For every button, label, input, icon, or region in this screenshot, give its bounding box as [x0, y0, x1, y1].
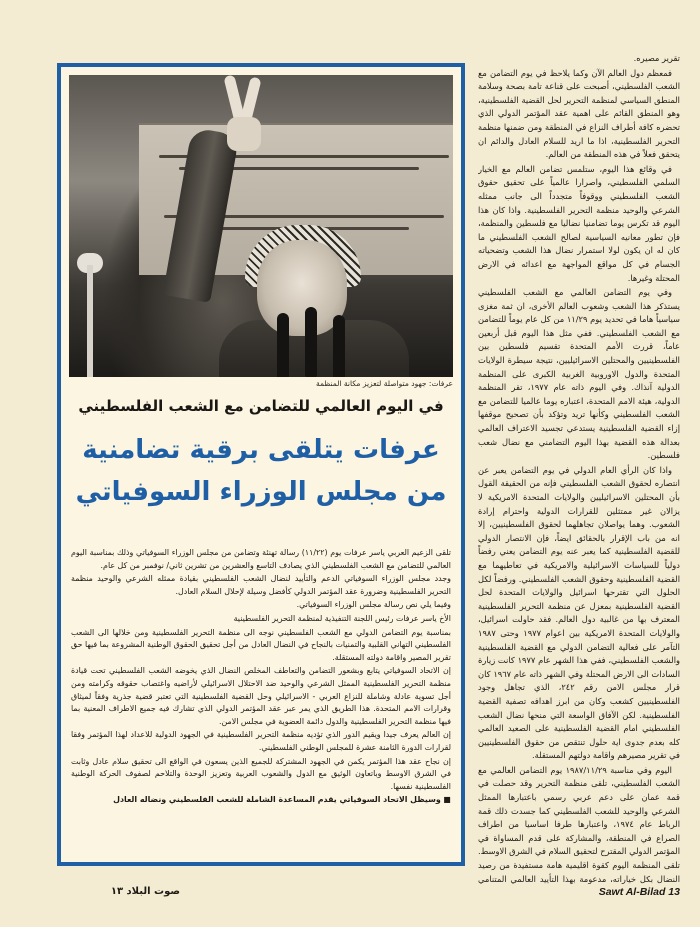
right-paragraph: واذا كان الرأي العام الدولي في يوم التضامن يعبر عن انتصاره لحقوق الشعب الفلسطيني فإنه من الحقيقة القول بأن المحتلين الاسرائيليين والولايات المتحدة الامريكية لا يزالان غير ممتثلين للقرارات الدولية واحترام إرادة الشعوب. وهما يواصلان تجاهلهما لحقوق الفلسطينيين، إلا انه من باب الإقرار بالحقائق ايضاً، فإن الانتصار الدولي للقضية الفلسطينية كما يعبر عنه يوم التضامن يعني رفضاً دولياً للسياسات الاسرائيلية والامريكية في تعاطيهما مع القضية الفلسطينية وحقوق الشعب الفلسطيني. ورفضاً لكل الحلول التي تقترحها اسرائيل والولايات المتحدة لحل القضية الفلسطينية بمعزل عن منظمة التحرير الفلسطينية المعترف بها من غالبية دول العالم. فقد حاولت اسرائيل، والولايات المتحدة الامريكية بين اعوام ١٩٧٧ وحتى ١٩٨٧ التآمر على فعالية التضامن الدولي مع القضية الفلسطينية والشعب الفلسطيني، ففي هذا الشهر عام ١٩٧٧ كانت زيارة السادات الى الارض المحتلة وفي الشهر ذاته عام ١٩٦٧ كان قرار مجلس الامن رقم ٢٤٢، الذي تجاهل وجود الفلسطينيين كشعب وكان من ابرز اهدافه تصفية القضية الفلسطينية. لكن الآفاق الواسعة التي منحها نضال الشعب الفلسطيني امام القضية الفلسطينية على الصعيد العالمي كله بعدم جدوى اية حلول تنتقص من حقوق الفلسطينيين في تقرير مصيرهم واقامة دولتهم المستقلة. — [478, 464, 680, 761]
footer-magazine-name: Sawt Al-Bilad 13 — [598, 886, 680, 898]
article-frame — [57, 63, 465, 866]
headline-kicker: في اليوم العالمي للتضامن مع الشعب الفلسطيني — [78, 397, 444, 415]
microphone — [305, 307, 317, 377]
victory-hand — [219, 75, 267, 155]
microphone — [333, 315, 345, 377]
microphone — [277, 313, 289, 377]
right-paragraph: فمعظم دول العالم الآن وكما يلاحظ في يوم التضامن مع الشعب الفلسطيني، أصبحت على قناعة تامة بصحة وسلامة المنطق السياسي لمنظمة التحرير لحل القضية الفلسطينية، وهو المنطق القائم على اهمية عقد المؤتمر الدولي الذي تحضره كافة أطراف النزاع في المنطقة ومن ضمنها منظمة التحرير الفلسطينية، اذا ما اريد للسلام العادل والدائم ان يتحقق فعلاً في هذه المنطقة من العالم. — [478, 67, 680, 160]
article-body — [71, 547, 451, 861]
article-paragraph: تلقى الزعيم العربي ياسر عرفات يوم (١١/٢٢) رسالة تهنئة وتضامن من مجلس الوزراء السوفياتي وذلك بمناسبة اليوم العالمي للتضامن مع الشعب الفلسطيني الذي يصادف التاسع والعشرين من تشرين ثاني/ نوفمبر من كل عام. — [71, 548, 451, 570]
photo-caption: عرفات: جهود متواصلة لتعزيز مكانة المنظمة — [316, 379, 453, 388]
article-paragraph: بمناسبة يوم التضامن الدولي مع الشعب الفلسطيني نوجه الى منظمة التحرير الفلسطينية ومن خلالها الى الشعب الفلسطيني التهاني القلبية والتمنيات بالنجاح في النضال العادل من أجل تحقيق الحقوق الوطنية المشروعة بما فيها حق تقرير المصير واقامة دولته المستقلة. — [71, 627, 451, 662]
article-paragraph: إن نجاح عقد هذا المؤتمر يكمن في الجهود المشتركة للجميع الذين يسعون في الواقع الى تحقيق سلام عادل وثابت في الشرق الاوسط وباتعاون الوثيق مع الدول والشعوب العربية وتعزيز الوحدة والتلاحم لصفوف الحركة الوطنية الفلسطينية نفسها. — [71, 756, 451, 791]
article-paragraph: وجدد مجلس الوزراء السوفياتي الدعم والتأييد لنضال الشعب الفلسطيني بقيادة ممثله الشرعي والوحيد منظمة التحرير الفلسطينية وضرورة عقد المؤتمر الدولي كأفضل وسيلة لإحلال السلام العادل. — [71, 574, 451, 596]
right-column-text — [478, 52, 680, 884]
right-paragraph: في وقائع هذا اليوم، ستلمس تضامن العالم مع الخيار السلمي الفلسطيني، واصرارا عالمياً على تحقيق حقوق الشعب الفلسطيني ووقوفاً متجدداً الى جانب ممثله الشرعي والوحيد منظمة التحرير الفلسطينية. واذا كان هذا اليوم قد تكرس يوما تضامنيا نضاليا مع فلسطين والمنظمة، فإن تطور معانيه السياسية لصالح الشعب الفلسطيني ما كان له ان يكون لولا استمرار نضال هذا الشعب وتضحياته الجسام في كل مواقع المواجهة مع اعدائه في الارض المحتلة وغيرها. — [478, 163, 680, 283]
article-paragraph: إن الاتحاد السوفياتي يتابع وبشعور التضامن والتعاطف المخلص النضال الذي يخوضه الشعب الفلسطيني تحت قيادة منظمة التحرير الفلسطينية الممثل الشرعي والوحيد ضد الاحتلال الاسرائيلي لأراضيه واغتصاب حقوقه وكرامته ومن أجل تسوية عادلة وشاملة للنزاع العربي - الاسرائيلي وحل القضية الفلسطينية التي تعتبر قضية جذرية وفقاً لميثاق وقرارات الامم المتحدة. هذا الطريق الذي يمر عبر عقد المؤتمر الدولي الذي تشارك فيه جميع الاطراف المعنية بما فيها منظمة التحرير الفلسطينية والدول دائمة العضوية في مجلس الامن. — [71, 666, 451, 726]
article-paragraph: وفيما يلي نص رسالة مجلس الوزراء السوفياتي. — [296, 600, 451, 610]
right-paragraph: اليوم وفي مناسبة ١٩٨٧/١١/٢٩ يوم التضامن العالمي مع الشعب الفلسطيني، تلقى منظمة التحرير وقد حصلت في قمة عمان على دعم عربي رسمي باعتبارها الممثل الشرعي والوحيد للشعب الفلسطيني كما جسدت ذلك قمة الرباط عام ١٩٧٤، واعتبارها طرفا اساسيا من اطراف الصراع في المنطقة، والمشاركة على قدم المساواة في المؤتمر الدولي المقترح لتحقيق السلام في الشرق الاوسط. تلقى المنظمة اليوم كقوة اقليمية هامة مستفيدة من رصيد النضال بكل خياراته، مدعومة بهذا التأييد العالمي المتنامي — [478, 764, 680, 884]
mic-stand — [87, 265, 93, 377]
right-paragraph: تقرير مصيره. — [633, 53, 680, 63]
arafat-photo — [69, 75, 453, 377]
article-closing: وسيظل الاتحاد السوفياتي يقدم المساعدة الشاملة للشعب الفلسطيني ونضاله العادل — [113, 795, 441, 805]
article-paragraph: إن العالم يعرف جيدا ويقيم الدور الذي تؤديه منظمة التحرير الفلسطينية في الجهود الدولية للاعداد لهذا المؤتمر وفقا لقرارات الدورة الثامنة عشرة للمجلس الوطني الفلسطيني. — [71, 730, 451, 752]
article-paragraph: ■ وسيظل الاتحاد السوفياتي يقدم المساعدة الشاملة للشعب الفلسطيني ونضاله العادل — [113, 795, 451, 805]
article-paragraph: الأخ ياسر عرفات رئيس اللجنة التنفيذية لمنظمة التحرير الفلسطينية — [233, 613, 451, 623]
right-paragraph: وفي يوم التضامن العالمي مع الشعب الفلسطيني يستذكر هذا الشعب وشعوب العالم الأخرى، ان ثمة مغزى سياسياً هاما في تحديد يوم ١١/٢٩ من كل عام يوماً للتضامن مع الشعب الفلسطيني. ففي مثل هذا اليوم قبل أربعين عاماً، قررت الأمم المتحدة تقسيم فلسطين بين الفلسطينيين والمحتلين الاسرائيليين، نتيجة سيطرة الولايات المتحدة والدول الاوروبية الغربية الكبرى على المنظمة الدولية آنذاك. وفي اليوم ذاته عام ١٩٧٧، تقر المنظمة الدولية، هيئة الامم المتحدة، اعتباره يوما عالميا للتضامن مع الشعب الفلسطيني وكأنها تريد وتؤكد بأن تصحيح موقفها إزاء القضية الفلسطينية يستدعي تجسيد الاعتراف العالمي بعدالة هذه القضية بهذا اليوم التضامني مع نضال شعب فلسطين. — [478, 287, 680, 461]
footer-page-number: صوت البلاد ١٣ — [110, 886, 180, 897]
headline-title: عرفات يتلقى برقية تضامنية من مجلس الوزراء السوفياتي — [75, 435, 447, 507]
